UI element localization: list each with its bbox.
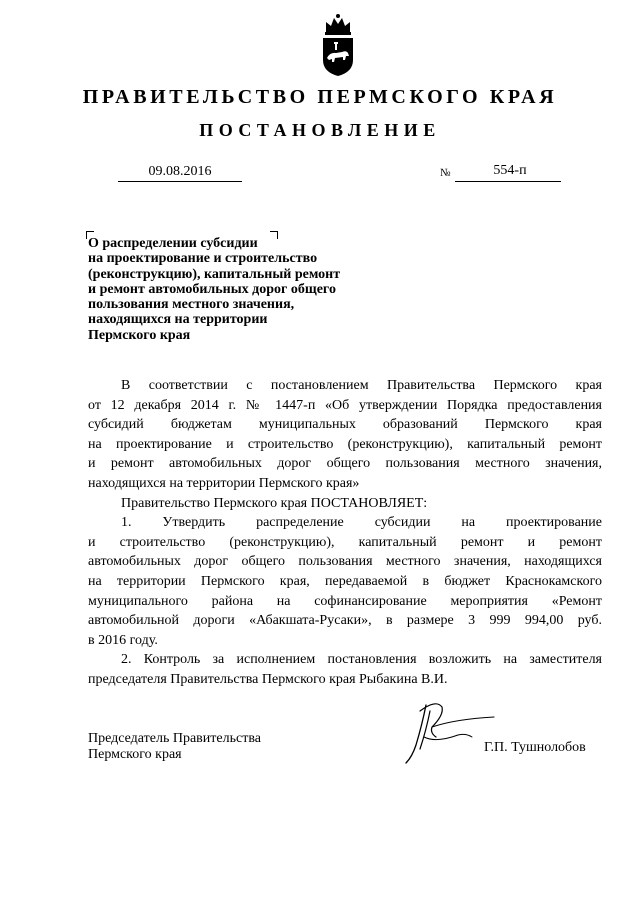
body-line: 2. Контроль за исполнением постановления возложить на заместителя bbox=[121, 652, 602, 668]
subject-line: О распределении субсидии bbox=[88, 236, 258, 251]
perm-krai-coat-of-arms-icon bbox=[318, 12, 358, 78]
subject-line: пользования местного значения, bbox=[88, 297, 295, 313]
subject-line: на проектирование и строительство bbox=[88, 251, 318, 267]
body-line: муниципального района на софинансирование мероприятия «Ремонт bbox=[88, 593, 602, 609]
position-line: Пермского края bbox=[88, 747, 182, 762]
body-line: Правительство Пермского края ПОСТАНОВЛЯЕТ: bbox=[121, 495, 428, 511]
body-line: в 2016 году. bbox=[88, 632, 158, 648]
subject-line: (реконструкцию), капитальный ремонт bbox=[88, 266, 341, 282]
subject-line: Пермского края bbox=[88, 327, 191, 343]
body-line: председателя Правительства Пермского края Рыбакина В.И. bbox=[88, 671, 448, 687]
document-date: 09.08.2016 bbox=[148, 164, 212, 179]
government-title: ПРАВИТЕЛЬСТВО ПЕРМСКОГО КРАЯ bbox=[82, 86, 558, 108]
date-underline bbox=[118, 181, 242, 182]
body-line: автомобильной дороги «Абакшата-Русаки», в размере 3 999 994,00 руб. bbox=[88, 613, 602, 629]
handwritten-signature-icon bbox=[396, 697, 496, 767]
subject-line: находящихся на территории bbox=[88, 312, 268, 328]
signatory-position bbox=[88, 731, 261, 763]
number-underline bbox=[455, 181, 561, 182]
number-sign: № bbox=[440, 167, 451, 179]
document-subject bbox=[88, 236, 378, 343]
body-line: субсидий бюджетам муниципальных образований Пермского края bbox=[88, 417, 602, 433]
subject-line: и ремонт автомобильных дорог общего bbox=[88, 281, 336, 297]
body-line: и ремонт автомобильных дорог общего пользования местного значения, bbox=[88, 456, 602, 472]
document-type: ПОСТАНОВЛЕНИЕ bbox=[199, 120, 441, 140]
body-line: 1. Утвердить распределение субсидии на проектирование bbox=[121, 515, 602, 531]
body-line: автомобильных дорог общего пользования местного значения, находящихся bbox=[88, 554, 602, 570]
body-line: и строительство (реконструкцию), капитальный ремонт и ремонт bbox=[88, 534, 602, 550]
signatory-name: Г.П. Тушнолобов bbox=[484, 740, 586, 755]
body-line: находящихся на территории Пермского края» bbox=[88, 475, 360, 491]
body-line: на проектирование и строительство (реконструкцию), капитальный ремонт bbox=[88, 436, 602, 452]
body-line: В соответствии с постановлением Правительства Пермского края bbox=[121, 378, 602, 393]
position-line: Председатель Правительства bbox=[88, 731, 261, 746]
body-line: от 12 декабря 2014 г. № 1447-п «Об утверждении Порядка предоставления bbox=[88, 397, 602, 413]
document-body bbox=[88, 376, 602, 690]
body-line: на территории Пермского края, передаваемой в бюджет Краснокамского bbox=[88, 573, 602, 589]
document-number: 554-п bbox=[493, 163, 527, 178]
